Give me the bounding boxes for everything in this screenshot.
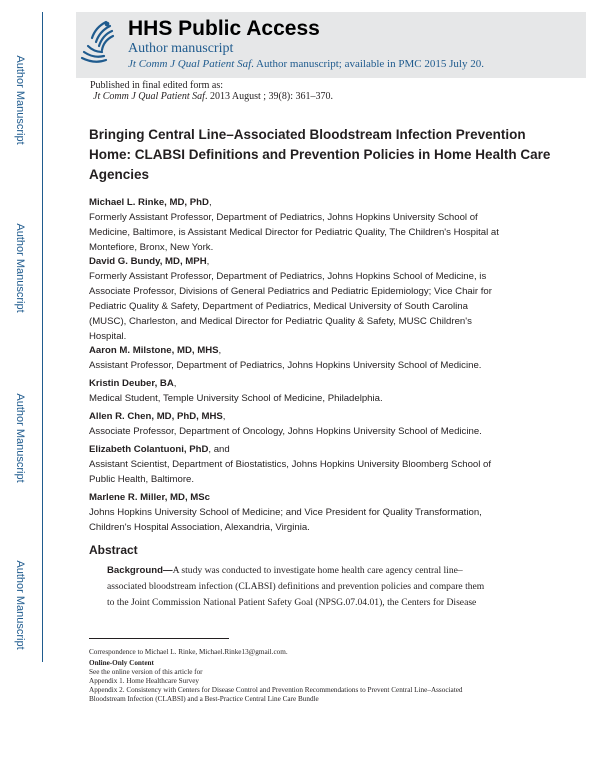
side-label-author-manuscript-4: Author Manuscript [14,560,26,650]
affiliation-line: Hospital. [89,331,127,342]
author-name: Michael L. Rinke, MD, PhD [89,197,209,208]
author-name: Aaron M. Milstone, MD, MHS [89,345,219,356]
side-label-author-manuscript-1: Author Manuscript [14,55,26,145]
online-content-line: See the online version of this article for [89,668,203,676]
author-name: Kristin Deuber, BA [89,378,174,389]
affiliation-line: Pediatric Quality & Safety, Department of Pediatrics, Medical University of South Carolina [89,301,468,312]
author-block [89,442,549,487]
online-content-line: Bloodstream Infection (CLABSI) and a Best-Practice Central Line Care Bundle [89,695,319,703]
author-sep: , [208,197,212,208]
author-name: David G. Bundy, MD, MPH [89,256,207,267]
author-block [89,490,549,535]
abstract-heading: Abstract [89,543,138,557]
side-label-author-manuscript-3: Author Manuscript [14,393,26,483]
affiliation-line: Associate Professor, Department of Oncology, Johns Hopkins University School of Medicine. [89,426,482,437]
header-title: HHS Public Access [128,17,320,40]
header-citation [128,58,484,70]
publication-citation [93,91,333,102]
header-availability: . Author manuscript; available in PMC 2015 July 20. [251,58,484,70]
online-content-line: Appendix 2. Consistency with Centers for Disease Control and Prevention Recommendations to Prevent Central Line–Associated [89,686,463,694]
author-sep: , [173,378,177,389]
published-note: Published in final edited form as: [90,80,224,91]
online-content-heading: Online-Only Content [89,659,154,667]
author-sep: , [222,411,226,422]
author-block [89,254,549,344]
affiliation-line: Assistant Scientist, Department of Biostatistics, Johns Hopkins University Bloomberg School of [89,459,492,470]
affiliation-line: Formerly Assistant Professor, Department of Pediatrics, Johns Hopkins School of Medicine, is [89,271,487,282]
affiliation-line: Medical Student, Temple University School of Medicine, Philadelphia. [89,393,383,404]
author-block [89,343,549,373]
abstract-line: to the Joint Commission National Patient Safety Goal (NPSG.07.04.01), the Centers for Disease [107,597,477,608]
abstract-label: Background— [107,565,173,576]
affiliation-line: (MUSC), Charleston, and Medical Director for Pediatric Quality & Safety, MUSC Children's [89,316,472,327]
affiliation-line: Public Health, Baltimore. [89,474,195,485]
abstract-text: A study was conducted to investigate home health care agency central line– [172,565,463,576]
abstract-line: associated bloodstream infection (CLABSI) definitions and prevention policies and compare them [107,581,485,592]
margin-rule [42,12,43,662]
author-block [89,409,549,439]
pub-journal: Jt Comm J Qual Patient Saf [93,91,205,102]
header-journal: Jt Comm J Qual Patient Saf [128,58,252,70]
affiliation-line: Formerly Assistant Professor, Department of Pediatrics, Johns Hopkins University School of [89,212,478,223]
affiliation-line: Assistant Professor, Department of Pediatrics, Johns Hopkins University School of Medicine. [89,360,482,371]
abstract-line [107,565,463,576]
hhs-eagle-logo-icon [76,16,120,68]
author-sep: , [218,345,222,356]
author-name: Elizabeth Colantuoni, PhD [89,444,209,455]
author-name: Marlene R. Miller, MD, MSc [89,492,211,503]
author-block [89,376,549,406]
author-name: Allen R. Chen, MD, PhD, MHS [89,411,223,422]
correspondence-note: Correspondence to Michael L. Rinke, Michael.Rinke13@gmail.com. [89,648,288,656]
affiliation-line: Associate Professor, Divisions of General Pediatrics and Pediatric Epidemiology; Vice Chair for [89,286,492,297]
header-subtitle: Author manuscript [128,41,234,56]
side-label-author-manuscript-2: Author Manuscript [14,223,26,313]
pub-details: . 2013 August ; 39(8): 361–370. [204,91,333,102]
affiliation-line: Johns Hopkins University School of Medicine; and Vice President for Quality Transformation, [89,507,482,518]
author-sep: , [206,256,210,267]
affiliation-line: Medicine, Baltimore, is Assistant Medical Director for Pediatric Quality, The Children's Hospital at [89,227,499,238]
article-title: Bringing Central Line–Associated Bloodstream Infection Prevention Home: CLABSI Definitions and Prevention Policies in Home Health Care Agencies [89,127,551,182]
author-sep: , and [208,444,230,455]
affiliation-line: Montefiore, Bronx, New York. [89,242,214,253]
footnote-rule [89,638,229,639]
author-block [89,195,549,255]
online-content-line: Appendix 1. Home Healthcare Survey [89,677,199,685]
affiliation-line: Children's Hospital Association, Alexandria, Virginia. [89,522,310,533]
